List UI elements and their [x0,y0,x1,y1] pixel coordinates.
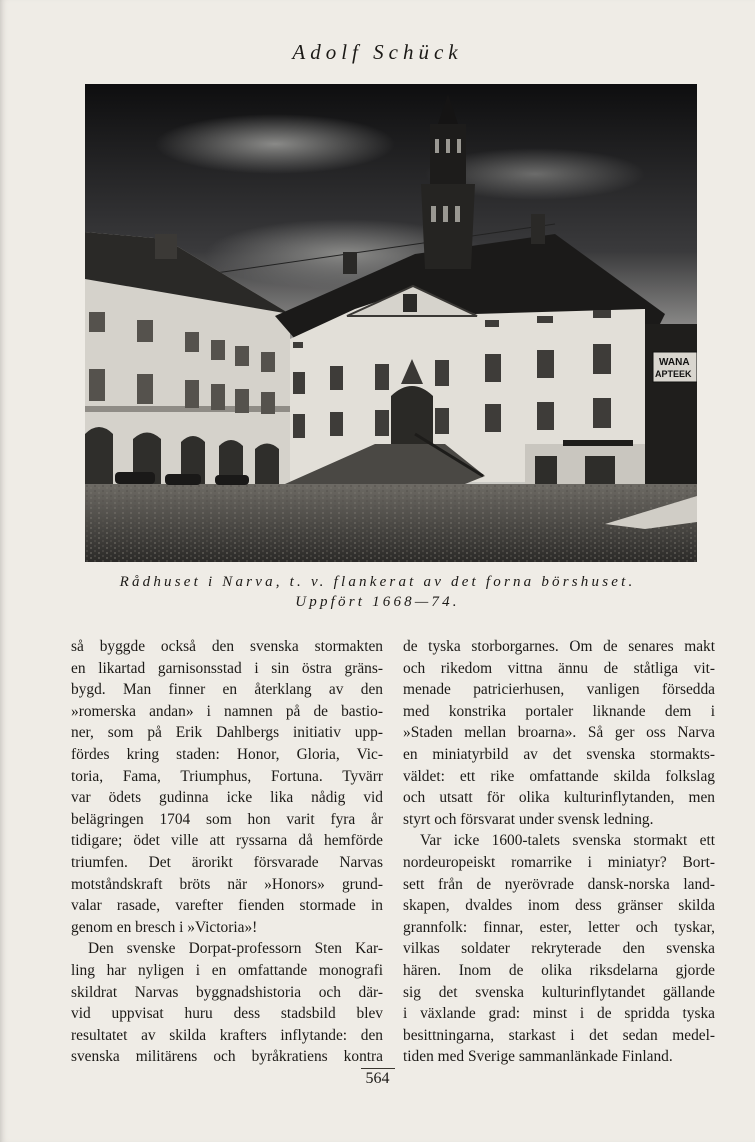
running-title: Adolf Schück [292,40,463,64]
text-line: skapen, dvaldes inom dess gränser skilda [403,897,715,915]
text-line: svenska militärens och byråkratiens kontra [71,1048,383,1066]
chimney [343,252,357,274]
text-line: resultatet av skilda krafters inflytande: den [71,1026,383,1044]
text-line: sig det svenska kulturinflytandet gällande [403,983,715,1001]
text-line: hären. Inom de olika riksdelarna gjorde [403,961,715,979]
text-line: i växlande grad: minst i de spridda tyska [403,1005,715,1023]
chimney [155,234,177,259]
cloud [155,114,395,174]
text-line: och utsatt för olika kulturinflytanden, men [403,789,715,807]
text-line: och rikedom vittna ännu de ståtliga vit- [403,659,715,677]
text-line: var ödets gudinna icke lika nådig vid [71,789,383,807]
text-line: en miniatyrbild av det svenska stormakts- [403,745,715,763]
text-line: valar rasade, varefter fienden stormade in [71,897,383,915]
tower-base [421,184,475,269]
text-line: med konstrika portaler liknande dem i [403,702,715,720]
text-line: belägringen 1704 som hon varit fyra år [71,810,383,828]
text-line: vilkas soldater rekryterade den svenska [403,940,715,958]
paragraph [403,830,715,1068]
text-line: ling har nyligen i en omfattande monografi [71,961,383,979]
cobblestones [85,484,697,562]
shop-window [585,456,615,484]
paragraph [403,636,715,830]
text-line: Var icke 1600-talets svenska stormakt ett [420,832,715,850]
pediment-window [403,294,417,312]
pharmacy-sign-text-2: APTEEK [655,369,692,379]
text-line: triumfen. Det ärorikt försvarade Narvas [71,853,383,871]
text-line: de tyska storborgarnes. Om de senares makt [403,638,715,655]
text-line: bygd. Man finner en återklang av den [71,681,383,699]
text-line: styrt och försvarat under svensk ledning. [403,810,654,828]
text-line: besittningarna, starkast i det sedan medel- [403,1026,715,1044]
caption-line-1: Rådhuset i Narva, t. v. flankerat av det forna börshuset. [119,574,636,590]
text-column-right [403,636,715,1068]
text-line: fördes kring staden: Honor, Gloria, Vic- [71,745,383,763]
corner-building [645,324,697,484]
text-line: ner, som på Erik Dahlbergs initiativ upp- [71,724,383,742]
portal [391,386,433,444]
town-hall-photograph [85,84,697,562]
text-line: menade patricierhusen, vanligen försedda [403,681,715,699]
text-line: sett från de nyerövrade dansk-norska land- [403,875,715,893]
paragraph [71,938,383,1068]
shop-door [535,456,557,484]
text-line: »romerska andan» i namnen på de bastio- [71,702,383,720]
text-line: tiden med Sverige sammanlänkade Finland. [403,1048,673,1066]
shop-sign [563,440,633,446]
figure-caption [60,572,695,612]
text-line: nordeuropeiskt romarrike i miniatyr? Bort- [403,853,715,871]
text-line: grannfolk: finnar, ester, letter och tyskar, [403,918,715,936]
page-number: 564 [365,1070,390,1087]
text-line: skildrat Narvas byggnadshistoria och där- [71,983,383,1001]
text-line: genom en bresch i »Victoria»! [71,918,258,936]
text-line: toria, Fama, Triumphus, Fortuna. Tyvärr [71,767,383,785]
text-line: väldet: ett rike omfattande skilda folkslag [403,767,715,785]
text-line: motståndskraft bröts när »Honors» grund- [71,875,383,893]
text-line: så byggde också den svenska stormakten [71,638,383,655]
text-line: tidigare; ödet ville att ryssarna då hemförde [71,832,383,850]
tower [430,124,466,184]
caption-line-2: Uppfört 1668—74. [295,594,460,610]
text-line: »Staden mellan broarna». Så ger oss Narva [403,724,715,742]
chimney [531,214,545,244]
text-line: en likartad garnisonsstad i sin östra gräns- [71,659,383,677]
folio-rule [361,1068,395,1069]
pharmacy-sign-text-1: WANA [659,357,690,368]
paragraph [71,636,383,938]
text-column-left [71,636,383,1068]
text-line: Den svenske Dorpat-professorn Sten Kar- [88,940,383,958]
text-line: vid uppvisat huru dess stadsbild blev [71,1005,383,1023]
